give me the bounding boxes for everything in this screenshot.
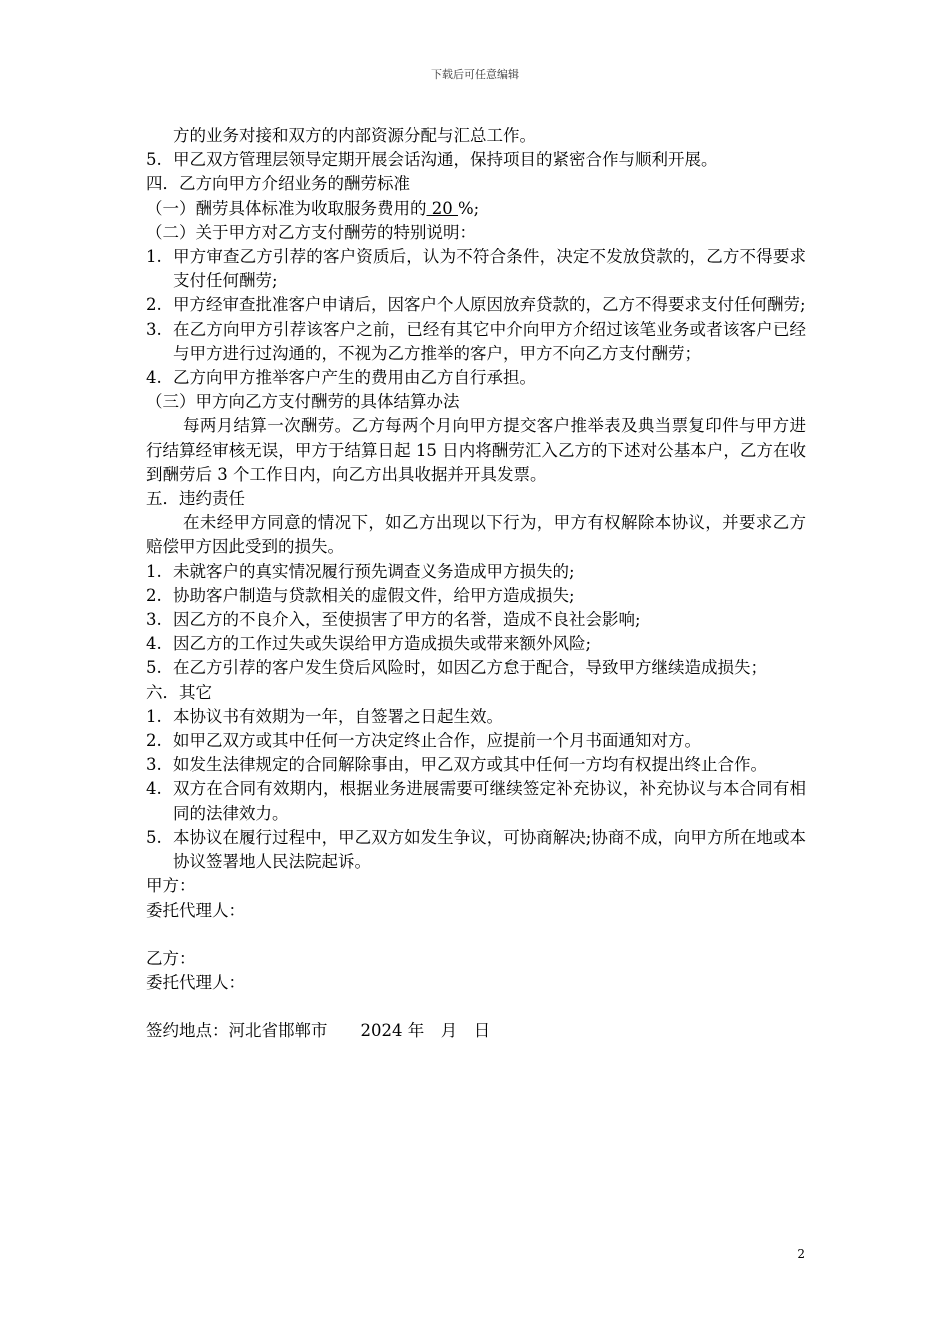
list-number: 4. xyxy=(146,779,162,799)
list-text: 乙方向甲方推举客户产生的费用由乙方自行承担。 xyxy=(173,368,536,388)
list-number: 1. xyxy=(146,706,162,726)
list-text: 双方在合同有效期内，根据业务进展需要可继续签定补充协议，补充协议与本合同有相同的法律效力。 xyxy=(173,779,806,823)
list-text: 协助客户制造与贷款相关的虚假文件，给甲方造成损失; xyxy=(173,585,575,605)
party-b-label: 乙方： xyxy=(146,948,196,968)
list-number: 3. xyxy=(146,755,162,775)
section-4-sub3: （三）甲方向乙方支付酬劳的具体结算办法 xyxy=(146,392,460,412)
spacer xyxy=(146,923,806,947)
list-number: 3. xyxy=(146,610,162,630)
list-number: 4. xyxy=(146,634,162,654)
section-6-title: 六．其它 xyxy=(146,682,212,702)
section-4-title: 四．乙方向甲方介绍业务的酬劳标准 xyxy=(146,174,410,194)
list-text: 如发生法律规定的合同解除事由，甲乙双方或其中任何一方均有权提出终止合作。 xyxy=(173,755,767,775)
list-item xyxy=(146,656,806,680)
list-item xyxy=(146,705,806,729)
list-item xyxy=(146,318,806,366)
intro-continuation: 方的业务对接和双方的内部资源分配与汇总工作。 xyxy=(173,126,536,145)
list-text: 本协议在履行过程中，甲乙双方如发生争议，可协商解决;协商不成，向甲方所在地或本协议签署地人民法院起诉。 xyxy=(173,827,806,872)
page-number: 2 xyxy=(797,1247,805,1261)
list-item xyxy=(146,560,806,584)
spacer xyxy=(146,995,806,1019)
list-number: 5. xyxy=(146,827,162,847)
list-text: 本协议书有效期为一年，自签署之日起生效。 xyxy=(173,706,503,726)
agent-b-label: 委托代理人： xyxy=(146,972,245,992)
list-text: 在乙方引荐的客户发生贷后风险时，如因乙方怠于配合，导致甲方继续造成损失； xyxy=(173,658,767,678)
list-item xyxy=(146,293,806,317)
agent-a-label: 委托代理人： xyxy=(146,900,245,920)
list-item xyxy=(146,366,806,390)
sub1-suffix: %; xyxy=(458,198,480,218)
list-item xyxy=(146,777,806,825)
list-text: 甲乙双方管理层领导定期开展会话沟通，保持项目的紧密合作与顺利开展。 xyxy=(173,150,718,170)
list-text: 因乙方的工作过失或失误给甲方造成损失或带来额外风险; xyxy=(173,634,592,654)
section-4-sub1 xyxy=(146,197,806,221)
party-a-label: 甲方： xyxy=(146,876,196,896)
list-text: 未就客户的真实情况履行预先调查义务造成甲方损失的; xyxy=(173,561,575,581)
list-text: 甲方经审查批准客户申请后，因客户个人原因放弃贷款的，乙方不得要求支付任何酬劳; xyxy=(173,295,806,315)
list-text: 如甲乙双方或其中任何一方决定终止合作，应提前一个月书面通知对方。 xyxy=(173,731,701,751)
section-4-sub2: （二）关于甲方对乙方支付酬劳的特别说明： xyxy=(146,222,476,242)
signing-place-date: 签约地点：河北省邯郸市 2024 年 月 日 xyxy=(146,1021,491,1041)
list-number: 4. xyxy=(146,368,162,388)
list-number: 1. xyxy=(146,247,162,267)
settlement-paragraph: 每两月结算一次酬劳。乙方每两个月向甲方提交客户推举表及典当票复印件与甲方进行结算经审核无误，甲方于结算日起 15 日内将酬劳汇入乙方的下述对公基本户，乙方在收到酬劳后 3 个工作日内，向乙方出具收据并开具发票。 xyxy=(146,416,806,484)
list-item xyxy=(146,584,806,608)
list-item xyxy=(146,729,806,753)
sub1-prefix: （一）酬劳具体标准为收取服务费用的 xyxy=(146,198,427,218)
list-item xyxy=(146,753,806,777)
list-item xyxy=(146,245,806,293)
document-body xyxy=(146,124,806,1043)
section-5-title: 五．违约责任 xyxy=(146,489,245,509)
list-number: 5. xyxy=(146,658,162,678)
list-text: 在乙方向甲方引荐该客户之前，已经有其它中介向甲方介绍过该笔业务或者该客户已经与甲方进行过沟通的，不视为乙方推举的客户，甲方不向乙方支付酬劳； xyxy=(173,319,806,363)
list-item xyxy=(146,608,806,632)
list-number: 5. xyxy=(146,150,162,170)
list-text: 因乙方的不良介入，至使损害了甲方的名誉，造成不良社会影响; xyxy=(173,610,641,630)
list-number: 3. xyxy=(146,319,162,339)
list-number: 2. xyxy=(146,295,162,315)
list-item xyxy=(146,148,806,172)
list-number: 1. xyxy=(146,561,162,581)
section-5-intro: 在未经甲方同意的情况下，如乙方出现以下行为，甲方有权解除本协议，并要求乙方赔偿甲方因此受到的损失。 xyxy=(146,513,806,557)
list-item xyxy=(146,826,806,874)
list-text: 甲方审查乙方引荐的客户资质后，认为不符合条件，决定不发放贷款的，乙方不得要求支付任何酬劳; xyxy=(173,247,806,291)
list-number: 2. xyxy=(146,731,162,751)
page-header: 下载后可任意编辑 xyxy=(431,68,519,81)
fee-percentage: 20 xyxy=(426,198,458,218)
list-number: 2. xyxy=(146,585,162,605)
list-item xyxy=(146,632,806,656)
